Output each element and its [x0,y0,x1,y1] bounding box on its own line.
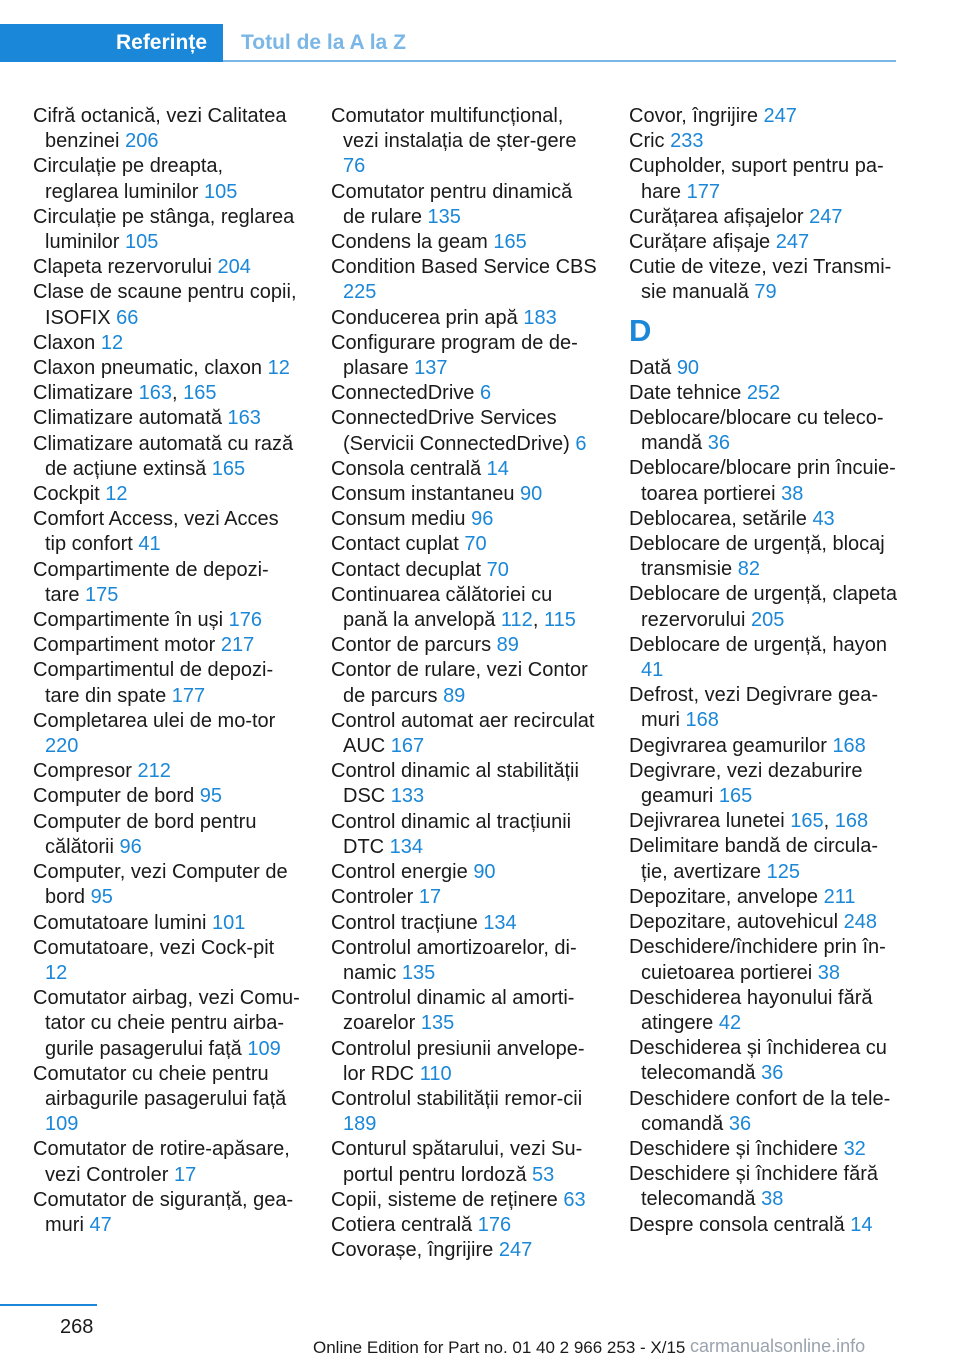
entry-text: Controlul presiunii anvelope-lor RDC [331,1037,585,1085]
index-entry [331,1087,599,1137]
entry-text: Computer, vezi Computer de bord [33,861,288,909]
index-entry [33,406,301,431]
index-entry: Climatizare 163, 165 [33,382,217,405]
page-link[interactable]: 17 [173,1163,197,1186]
entry-text: Copii, sisteme de reținere [331,1188,558,1211]
page-link[interactable]: 36 [728,1112,752,1135]
page-link[interactable]: 12 [267,357,290,380]
page-link[interactable]: 82 [737,558,760,581]
index-entry [331,230,599,255]
entry-text: Contor de parcurs [331,634,492,657]
header-divider [223,60,896,62]
index-entry [331,507,599,532]
entry-text: Comutator pentru dinamică de rulare [331,180,573,228]
index-entry [629,129,897,154]
entry-text: Deschidere confort de la tele-comandă [629,1087,891,1135]
index-entry [629,230,897,255]
page-link[interactable]: 233 [670,130,704,153]
entry-text: Condens la geam [331,231,488,254]
index-entry [629,456,897,506]
page-link[interactable]: 165 [183,382,217,405]
page-link[interactable]: 211 [823,885,856,908]
page-link[interactable]: 247 [809,205,843,228]
entry-text: Continuarea călătoriei cu pană la anvelopă [331,583,553,632]
entry-text: Deschiderea și închiderea cu telecomandă [629,1037,887,1085]
entry-text: Claxon [33,331,96,354]
index-entry: Continuarea călătoriei cu pană la anvelopă 112, 115 [331,583,576,632]
entry-text: Comutator de rotire-apăsare, vezi Controler [33,1138,290,1186]
page-link[interactable]: 133 [390,785,425,808]
entry-text: Comutator multifuncțional, vezi instalația de șter-gere [331,105,577,153]
index-column-3 [629,104,897,1238]
entry-text: Degivrarea geamurilor [629,734,827,757]
index-entry [33,558,301,608]
entry-text: Control energie [331,861,468,884]
entry-text: Compartimentul de depozi-tare din spate [33,659,274,707]
index-entry [33,860,301,910]
page-link[interactable]: 12 [105,483,128,506]
page-link[interactable]: 163 [138,382,172,405]
index-entry [331,633,599,658]
entry-text: Deschidere/închidere prin în-cuietoarea portierei [629,936,886,984]
index-entry [629,154,897,204]
index-entry [629,356,897,381]
edition-note: Online Edition for Part no. 01 40 2 966 253 - X/15 [313,1338,686,1357]
entry-text: Controlul amortizoarelor, di-namic [331,936,577,984]
index-entry [33,936,301,986]
index-entry [331,1137,599,1187]
index-entry [331,306,599,331]
page-link[interactable]: 90 [676,356,700,379]
index-entry [629,255,897,305]
page-link[interactable]: 134 [483,911,517,934]
page-link[interactable]: 112 [500,609,533,632]
index-entry [33,911,301,936]
page-link[interactable]: 206 [125,130,159,153]
page-link[interactable]: 176 [228,609,263,632]
entry-text: Clapeta rezervorului [33,256,212,279]
entry-text: Claxon pneumatic, claxon [33,357,263,380]
entry-text: Cockpit [33,483,100,506]
index-entry [33,255,301,280]
index-entry [629,507,897,532]
entry-text: Defrost, vezi Degivrare gea-muri [629,684,878,732]
entry-text: Depozitare, autovehicul [629,911,839,934]
page-link[interactable]: 175 [85,583,119,606]
page-link[interactable]: 168 [832,734,866,757]
page-link[interactable]: 225 [343,281,377,304]
entry-text: ConnectedDrive [331,382,475,405]
page-link[interactable]: 125 [766,860,800,883]
page-link[interactable]: 168 [834,810,869,833]
page-link[interactable]: 115 [543,609,576,632]
page-link[interactable]: 163 [227,407,261,430]
index-entry [33,205,301,255]
entry-text: Comutatoare, vezi Cock-pit [33,936,275,959]
index-entry [629,1213,897,1238]
index-entry [331,1213,599,1238]
index-entry [331,885,599,910]
page-link[interactable]: 168 [685,709,719,732]
page-link[interactable]: 165 [790,810,824,833]
entry-text: Consum mediu [331,508,466,531]
page-link[interactable]: 47 [89,1213,112,1236]
entry-text: Circulație pe dreapta, reglarea luminilor [33,155,224,203]
entry-text: Condition Based Service CBS [331,256,597,279]
page-link[interactable]: 95 [199,785,223,808]
entry-text: Compresor [33,760,132,783]
index-entry [629,406,897,456]
page-link[interactable]: 43 [812,507,835,530]
entry-text: Cifră octanică, vezi Calitatea benzinei [33,105,287,153]
page-link[interactable]: 32 [843,1137,866,1160]
page-link[interactable]: 189 [343,1113,377,1136]
page-link[interactable]: 220 [45,735,79,758]
index-entry [33,810,301,860]
page-link[interactable]: 53 [532,1163,555,1186]
entry-text: Circulație pe stânga, reglarea luminilor [33,205,295,254]
index-entry [629,1137,897,1162]
entry-text: Compartimente în uși [33,609,224,632]
entry-text: Controlul stabilității remor-cii [331,1087,583,1110]
page-link[interactable]: 12 [100,331,124,354]
entry-text: Deschidere și închidere [629,1137,838,1160]
page-number: 268 [60,1316,94,1338]
page-link[interactable]: 167 [390,735,425,758]
index-entry [33,482,301,507]
index-entry [629,834,897,884]
index-column-1 [33,104,301,1238]
page-link[interactable]: 42 [718,1011,742,1034]
watermark: carmanualsonline.info [690,1336,866,1356]
index-entry [331,180,599,230]
index-entry [33,1188,301,1238]
index-entry: Dejivrarea lunetei 165, 168 [629,810,869,833]
entry-text: Covorașe, îngrijire [331,1239,494,1262]
index-entry [33,1062,301,1138]
page-link[interactable]: 76 [343,155,366,178]
index-entry [33,331,301,356]
index-entry [629,381,897,406]
page-link[interactable]: 17 [418,886,442,909]
index-entry [331,406,599,456]
index-entry [331,1188,599,1213]
page-link[interactable]: 89 [443,684,466,707]
page-link[interactable]: 176 [477,1213,512,1236]
index-entry [629,1036,897,1086]
page-link[interactable]: 135 [427,205,461,228]
index-entry [33,709,301,759]
page-link[interactable]: 38 [817,961,841,984]
index-entry [331,1037,599,1087]
index-entry [33,1137,301,1187]
entry-text: Despre consola centrală [629,1213,845,1236]
entry-text: Clase de scaune pentru copii, ISOFIX [33,281,297,329]
index-entry [33,759,301,784]
page-link[interactable]: 70 [486,558,509,581]
index-entry [33,658,301,708]
page-link[interactable]: 204 [217,256,251,279]
page-link[interactable]: 165 [211,457,246,480]
page-link[interactable]: 177 [686,180,720,203]
index-entry [33,356,301,381]
index-entry [33,432,301,482]
index-entry [331,1238,599,1263]
entry-text: Computer de bord pentru călătorii [33,810,257,858]
entry-text: Conturul spătarului, vezi Su-portul pentru lordoză [331,1138,583,1186]
entry-text: Control dinamic al tracțiunii DTC [331,810,572,858]
entry-text: Climatizare automată cu rază de acțiune extinsă [33,432,294,480]
entry-text: Climatizare automată [33,407,222,430]
page-link[interactable]: 63 [563,1188,586,1211]
page-link[interactable]: 247 [498,1239,533,1262]
entry-text: Compartiment motor [33,634,216,657]
index-entry [629,1087,897,1137]
page-link[interactable]: 6 [479,382,492,405]
entry-text: Deblocare de urgență, blocaj transmisie [629,533,885,581]
index-entry [331,457,599,482]
page-link[interactable]: 70 [464,533,487,556]
index-entry [331,810,599,860]
entry-text: Contact cuplat [331,533,459,556]
entry-text: Comutator cu cheie pentru airbagurile pasagerului față [33,1062,287,1110]
index-entry [331,986,599,1036]
index-column-2 [331,104,599,1263]
entry-text: Depozitare, anvelope [629,885,819,908]
header [0,24,896,62]
index-entry [629,104,897,129]
page-link[interactable]: 134 [389,835,424,858]
page-link[interactable]: 177 [171,684,206,707]
page-link[interactable]: 105 [203,180,238,203]
page-link[interactable]: 36 [761,1062,784,1085]
page-link[interactable]: 95 [90,886,113,909]
page-link[interactable]: 12 [45,961,68,984]
entry-text: ConnectedDrive Services (Servicii ConnectedDrive) [331,407,570,455]
index-entry [629,986,897,1036]
entry-text: Comutator de siguranță, gea-muri [33,1188,294,1236]
entry-text: Deblocare/blocare prin încuie-toarea portierei [629,457,896,505]
entry-text: Computer de bord [33,785,195,808]
page-link[interactable]: 36 [707,432,730,455]
entry-text: Deschidere și închidere fără telecomandă [629,1163,879,1211]
page-link[interactable]: 248 [843,911,877,934]
index-entry [33,784,301,809]
index-entry [33,104,301,154]
page-link[interactable]: 90 [473,861,496,884]
entry-text: Deblocare de urgență, hayon [629,633,887,656]
index-entry [629,759,897,809]
entry-text: Control dinamic al stabilității DSC [331,760,579,808]
index-entry [629,683,897,733]
entry-text: Configurare program de de-plasare [331,331,578,380]
page-link[interactable]: 38 [781,482,804,505]
index-entry [331,331,599,381]
entry-text: Delimitare bandă de circula-ție, avertizare [629,835,879,883]
index-entry [33,280,301,330]
index-entry [629,532,897,582]
page-link[interactable]: 247 [775,231,810,254]
entry-text: Cutie de viteze, vezi Transmi-sie manuală [629,256,892,304]
page-link[interactable]: 137 [414,357,448,380]
page-link[interactable]: 96 [119,835,142,858]
page-link[interactable]: 252 [746,381,781,404]
page-link[interactable]: 90 [520,483,543,506]
tab-totul-de-la-a-la-z[interactable]: Totul de la A la Z [241,31,406,54]
entry-text: Deblocare de urgență, clapeta rezervorului [629,583,897,631]
index-entry [33,633,301,658]
entry-text: Cupholder, suport pentru pa-hare [629,155,884,203]
entry-text: Controlul dinamic al amorti-zoarelor [331,987,575,1035]
page-link[interactable]: 247 [763,105,797,127]
index-entry [331,255,599,305]
entry-text: Dejivrarea lunetei [629,810,785,833]
entry-text: Comfort Access, vezi Acces tip confort [33,508,279,556]
page-link[interactable]: 183 [523,306,557,329]
index-entry [629,1162,897,1212]
page-link[interactable]: 217 [220,634,255,657]
index-entry [331,482,599,507]
page-link[interactable]: 105 [125,231,159,254]
entry-text: Completarea ulei de mo-tor [33,709,276,732]
tab-referinte[interactable]: Referințe [0,24,223,62]
entry-text: Curățare afișaje [629,231,771,254]
entry-text: Deschiderea hayonului fără atingere [629,986,873,1034]
entry-text: Climatizare [33,382,134,405]
page-link[interactable]: 96 [471,508,494,531]
page-link[interactable]: 14 [486,457,509,480]
entry-text: Comutator airbag, vezi Comu-tator cu cheie pentru airba-gurile pasagerului față [33,987,300,1060]
entry-text: Comutatoare lumini [33,911,207,934]
index-entry [331,911,599,936]
entry-text: Control automat aer recirculat AUC [331,709,595,758]
page-link[interactable]: 165 [493,231,527,254]
entry-text: Dată [629,356,672,379]
index-entry [331,658,599,708]
index-entry [331,104,599,180]
page-link[interactable]: 205 [751,608,785,631]
entry-text: Cric [629,130,665,153]
index-entry [629,205,897,230]
page-link[interactable]: 109 [45,1113,79,1136]
index-entry [331,759,599,809]
page-link[interactable]: 14 [850,1213,873,1236]
page-link[interactable]: 110 [419,1062,452,1085]
entry-text: Deblocare/blocare cu teleco-mandă [629,407,884,455]
index-entry [629,885,897,910]
page-link[interactable]: 135 [401,961,436,984]
page-link[interactable]: 6 [575,432,587,455]
entry-text: Conducerea prin apă [331,306,518,329]
page-link[interactable]: 79 [754,281,777,304]
entry-text: Contor de rulare, vezi Contor de parcurs [331,659,588,707]
page-link[interactable]: 66 [116,306,139,329]
index-entry [331,381,599,406]
page-link[interactable]: 41 [641,659,664,682]
entry-text: Curățarea afișajelor [629,205,804,228]
page-link[interactable]: 38 [761,1188,784,1211]
index-entry [629,935,897,985]
entry-text: Deblocarea, setările [629,507,807,530]
entry-text: Date tehnice [629,381,742,404]
page-link[interactable]: 135 [420,1012,455,1035]
index-entry [33,154,301,204]
entry-text: Contact decuplat [331,558,482,581]
entry-text: Compartimente de depozi-tare [33,558,269,606]
index-entry [331,709,599,759]
entry-text: Controler [331,886,414,909]
index-entry [33,986,301,1062]
page-link[interactable]: 212 [137,760,171,783]
page-link[interactable]: 41 [138,533,161,556]
index-entry [33,507,301,557]
section-letter: D [629,312,652,348]
index-entry [331,558,599,583]
index-entry [629,582,897,632]
index-entry [331,860,599,885]
page-link[interactable]: 101 [211,911,246,934]
index-entry [629,734,897,759]
entry-text: Covor, îngrijire [629,105,758,127]
index-entry [331,936,599,986]
page-link[interactable]: 109 [247,1037,281,1060]
index-entry [629,910,897,935]
index-entry [629,633,897,683]
index-entry [33,608,301,633]
page-link[interactable]: 89 [496,634,519,657]
page-link[interactable]: 165 [718,785,753,808]
entry-text: Control tracțiune [331,911,478,934]
entry-text: Cotiera centrală [331,1213,473,1236]
entry-text: Degivrare, vezi dezaburire geamuri [629,759,863,808]
entry-text: Consola centrală [331,457,482,480]
entry-text: Consum instantaneu [331,483,515,506]
footer-divider [0,1304,97,1306]
index-entry [331,532,599,557]
